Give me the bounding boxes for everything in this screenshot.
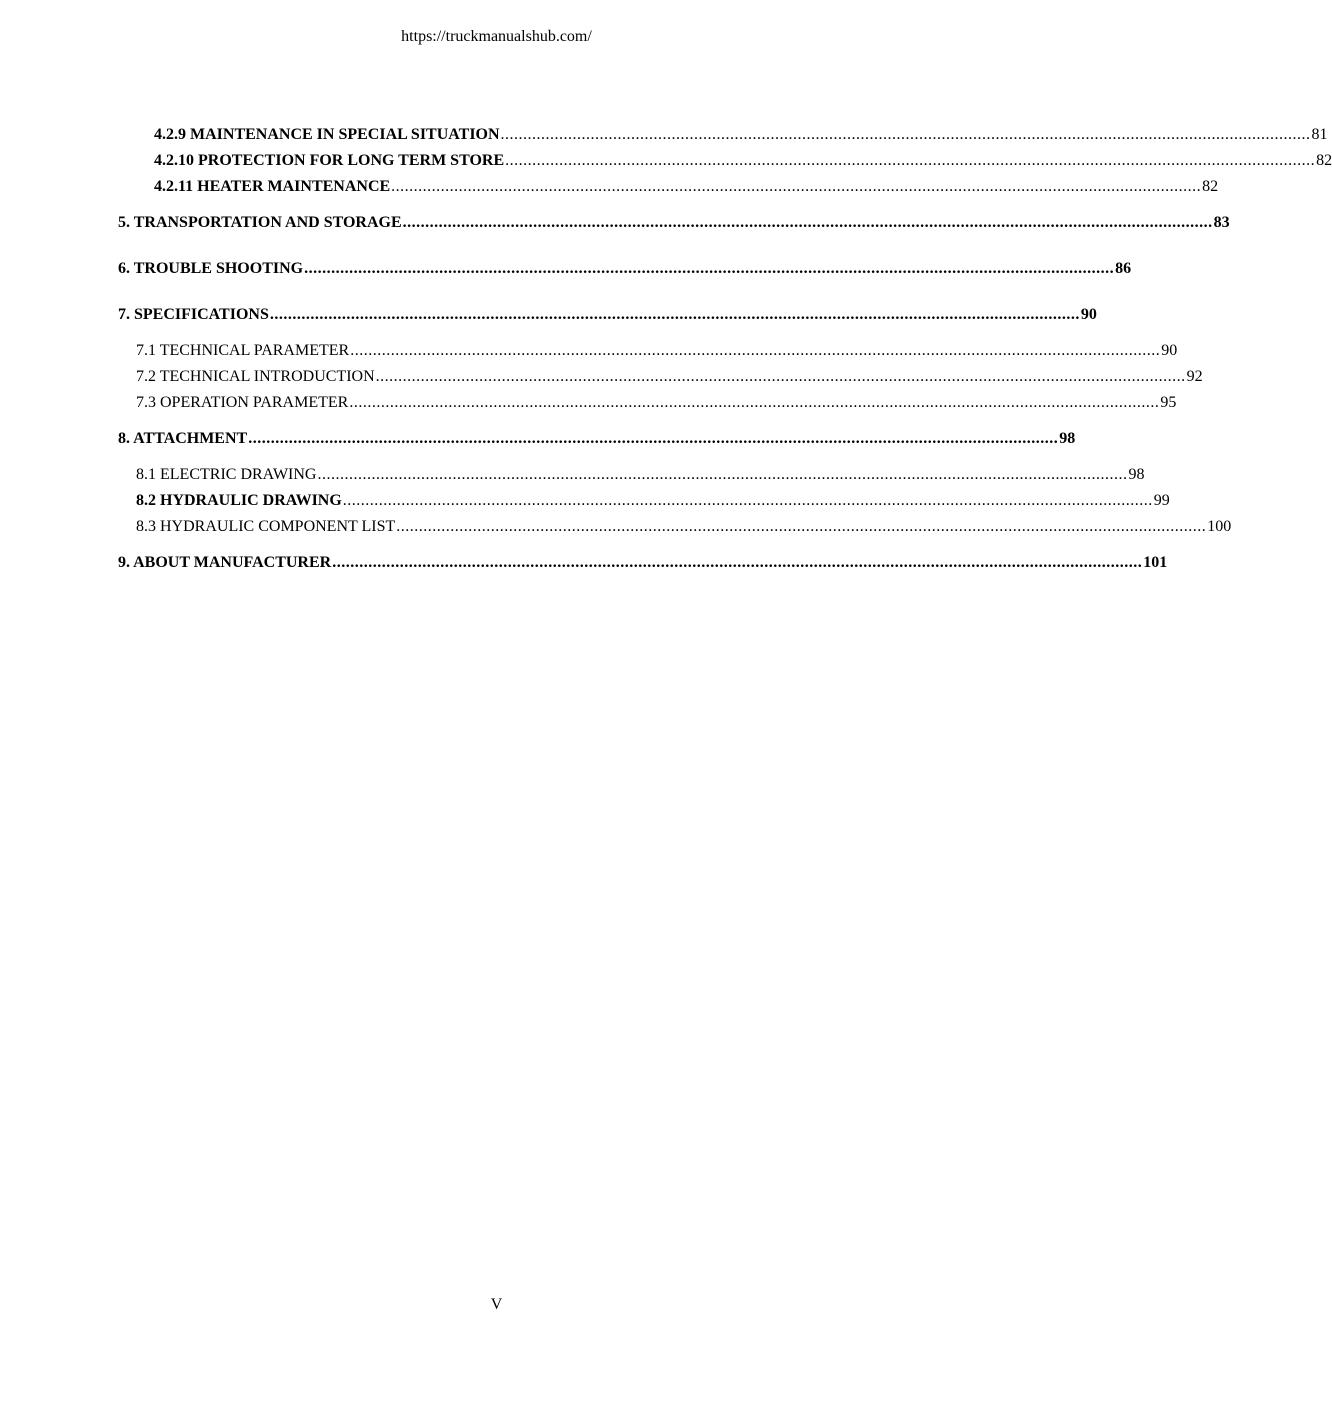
toc-entry-page: 82 [1202, 178, 1219, 195]
toc-entry[interactable] [0, 125, 1328, 145]
toc-entry[interactable] [0, 213, 1230, 233]
toc-entry-label: 7.2 TECHNICAL INTRODUCTION [136, 368, 375, 385]
toc-leader-dots: .................................................................................................................................................................................... [332, 554, 1143, 571]
toc-entry-page: 99 [1153, 492, 1170, 509]
toc-entry-label: 6. TROUBLE SHOOTING [118, 260, 304, 277]
toc-entry-label: 4.2.9 MAINTENANCE IN SPECIAL SITUATION [154, 126, 500, 143]
toc-entry-label: 8.1 ELECTRIC DRAWING [136, 466, 317, 483]
toc-entry[interactable] [0, 465, 1145, 485]
toc-entry-label: 7.3 OPERATION PARAMETER [136, 394, 349, 411]
toc-entry[interactable] [0, 429, 1076, 449]
toc-entry-label: 8.3 HYDRAULIC COMPONENT LIST [136, 518, 396, 535]
toc-entry-label: 7. SPECIFICATIONS [118, 306, 269, 323]
header-url: https://truckmanualshub.com/ [401, 28, 592, 45]
toc-leader-dots: .................................................................................................................................................................................... [342, 492, 1153, 509]
toc-entry[interactable] [0, 553, 1168, 573]
toc-entry[interactable] [0, 367, 1203, 387]
toc-entry-label: 8.2 HYDRAULIC DRAWING [136, 492, 342, 509]
toc-entry-page: 101 [1143, 554, 1168, 571]
toc-entry[interactable] [0, 517, 1232, 537]
toc-entry-page: 98 [1128, 466, 1145, 483]
toc-entry-label: 4.2.10 PROTECTION FOR LONG TERM STORE [154, 152, 505, 169]
toc-entry[interactable] [0, 177, 1219, 197]
toc-leader-dots: .................................................................................................................................................................................... [349, 394, 1160, 411]
toc-leader-dots: .................................................................................................................................................................................... [375, 368, 1186, 385]
toc-entry-page: 90 [1080, 306, 1097, 323]
toc-entry[interactable] [0, 491, 1170, 511]
toc-entry[interactable] [0, 305, 1097, 325]
toc-leader-dots: .................................................................................................................................................................................... [391, 178, 1202, 195]
toc-entry-label: 8. ATTACHMENT [118, 430, 248, 447]
toc-entry-page: 83 [1213, 214, 1230, 231]
toc-leader-dots: .................................................................................................................................................................................... [304, 260, 1115, 277]
page-number: V [490, 1296, 503, 1313]
toc-entry-page: 92 [1186, 368, 1203, 385]
toc-leader-dots: .................................................................................................................................................................................... [269, 306, 1080, 323]
toc-entry[interactable] [0, 341, 1178, 361]
toc-leader-dots: .................................................................................................................................................................................... [248, 430, 1059, 447]
toc-leader-dots: .................................................................................................................................................................................... [505, 152, 1316, 169]
toc-entry[interactable] [0, 151, 1332, 171]
toc-entry-label: 7.1 TECHNICAL PARAMETER [136, 342, 350, 359]
toc-entry[interactable] [0, 393, 1177, 413]
toc-entry-page: 86 [1115, 260, 1132, 277]
toc-leader-dots: .................................................................................................................................................................................... [350, 342, 1161, 359]
toc-entry-page: 100 [1207, 518, 1232, 535]
toc-entry-page: 95 [1160, 394, 1177, 411]
toc-entry[interactable] [0, 259, 1132, 279]
toc-leader-dots: .................................................................................................................................................................................... [500, 126, 1311, 143]
toc-entry-page: 90 [1161, 342, 1178, 359]
toc-leader-dots: .................................................................................................................................................................................... [317, 466, 1128, 483]
toc-leader-dots: .................................................................................................................................................................................... [402, 214, 1213, 231]
toc-entry-page: 82 [1316, 152, 1332, 169]
toc-entry-label: 5. TRANSPORTATION AND STORAGE [118, 214, 402, 231]
toc-leader-dots: .................................................................................................................................................................................... [396, 518, 1207, 535]
toc-entry-label: 4.2.11 HEATER MAINTENANCE [154, 178, 391, 195]
toc-entry-page: 81 [1311, 126, 1328, 143]
toc-entry-label: 9. ABOUT MANUFACTURER [118, 554, 332, 571]
toc-entry-page: 98 [1059, 430, 1076, 447]
